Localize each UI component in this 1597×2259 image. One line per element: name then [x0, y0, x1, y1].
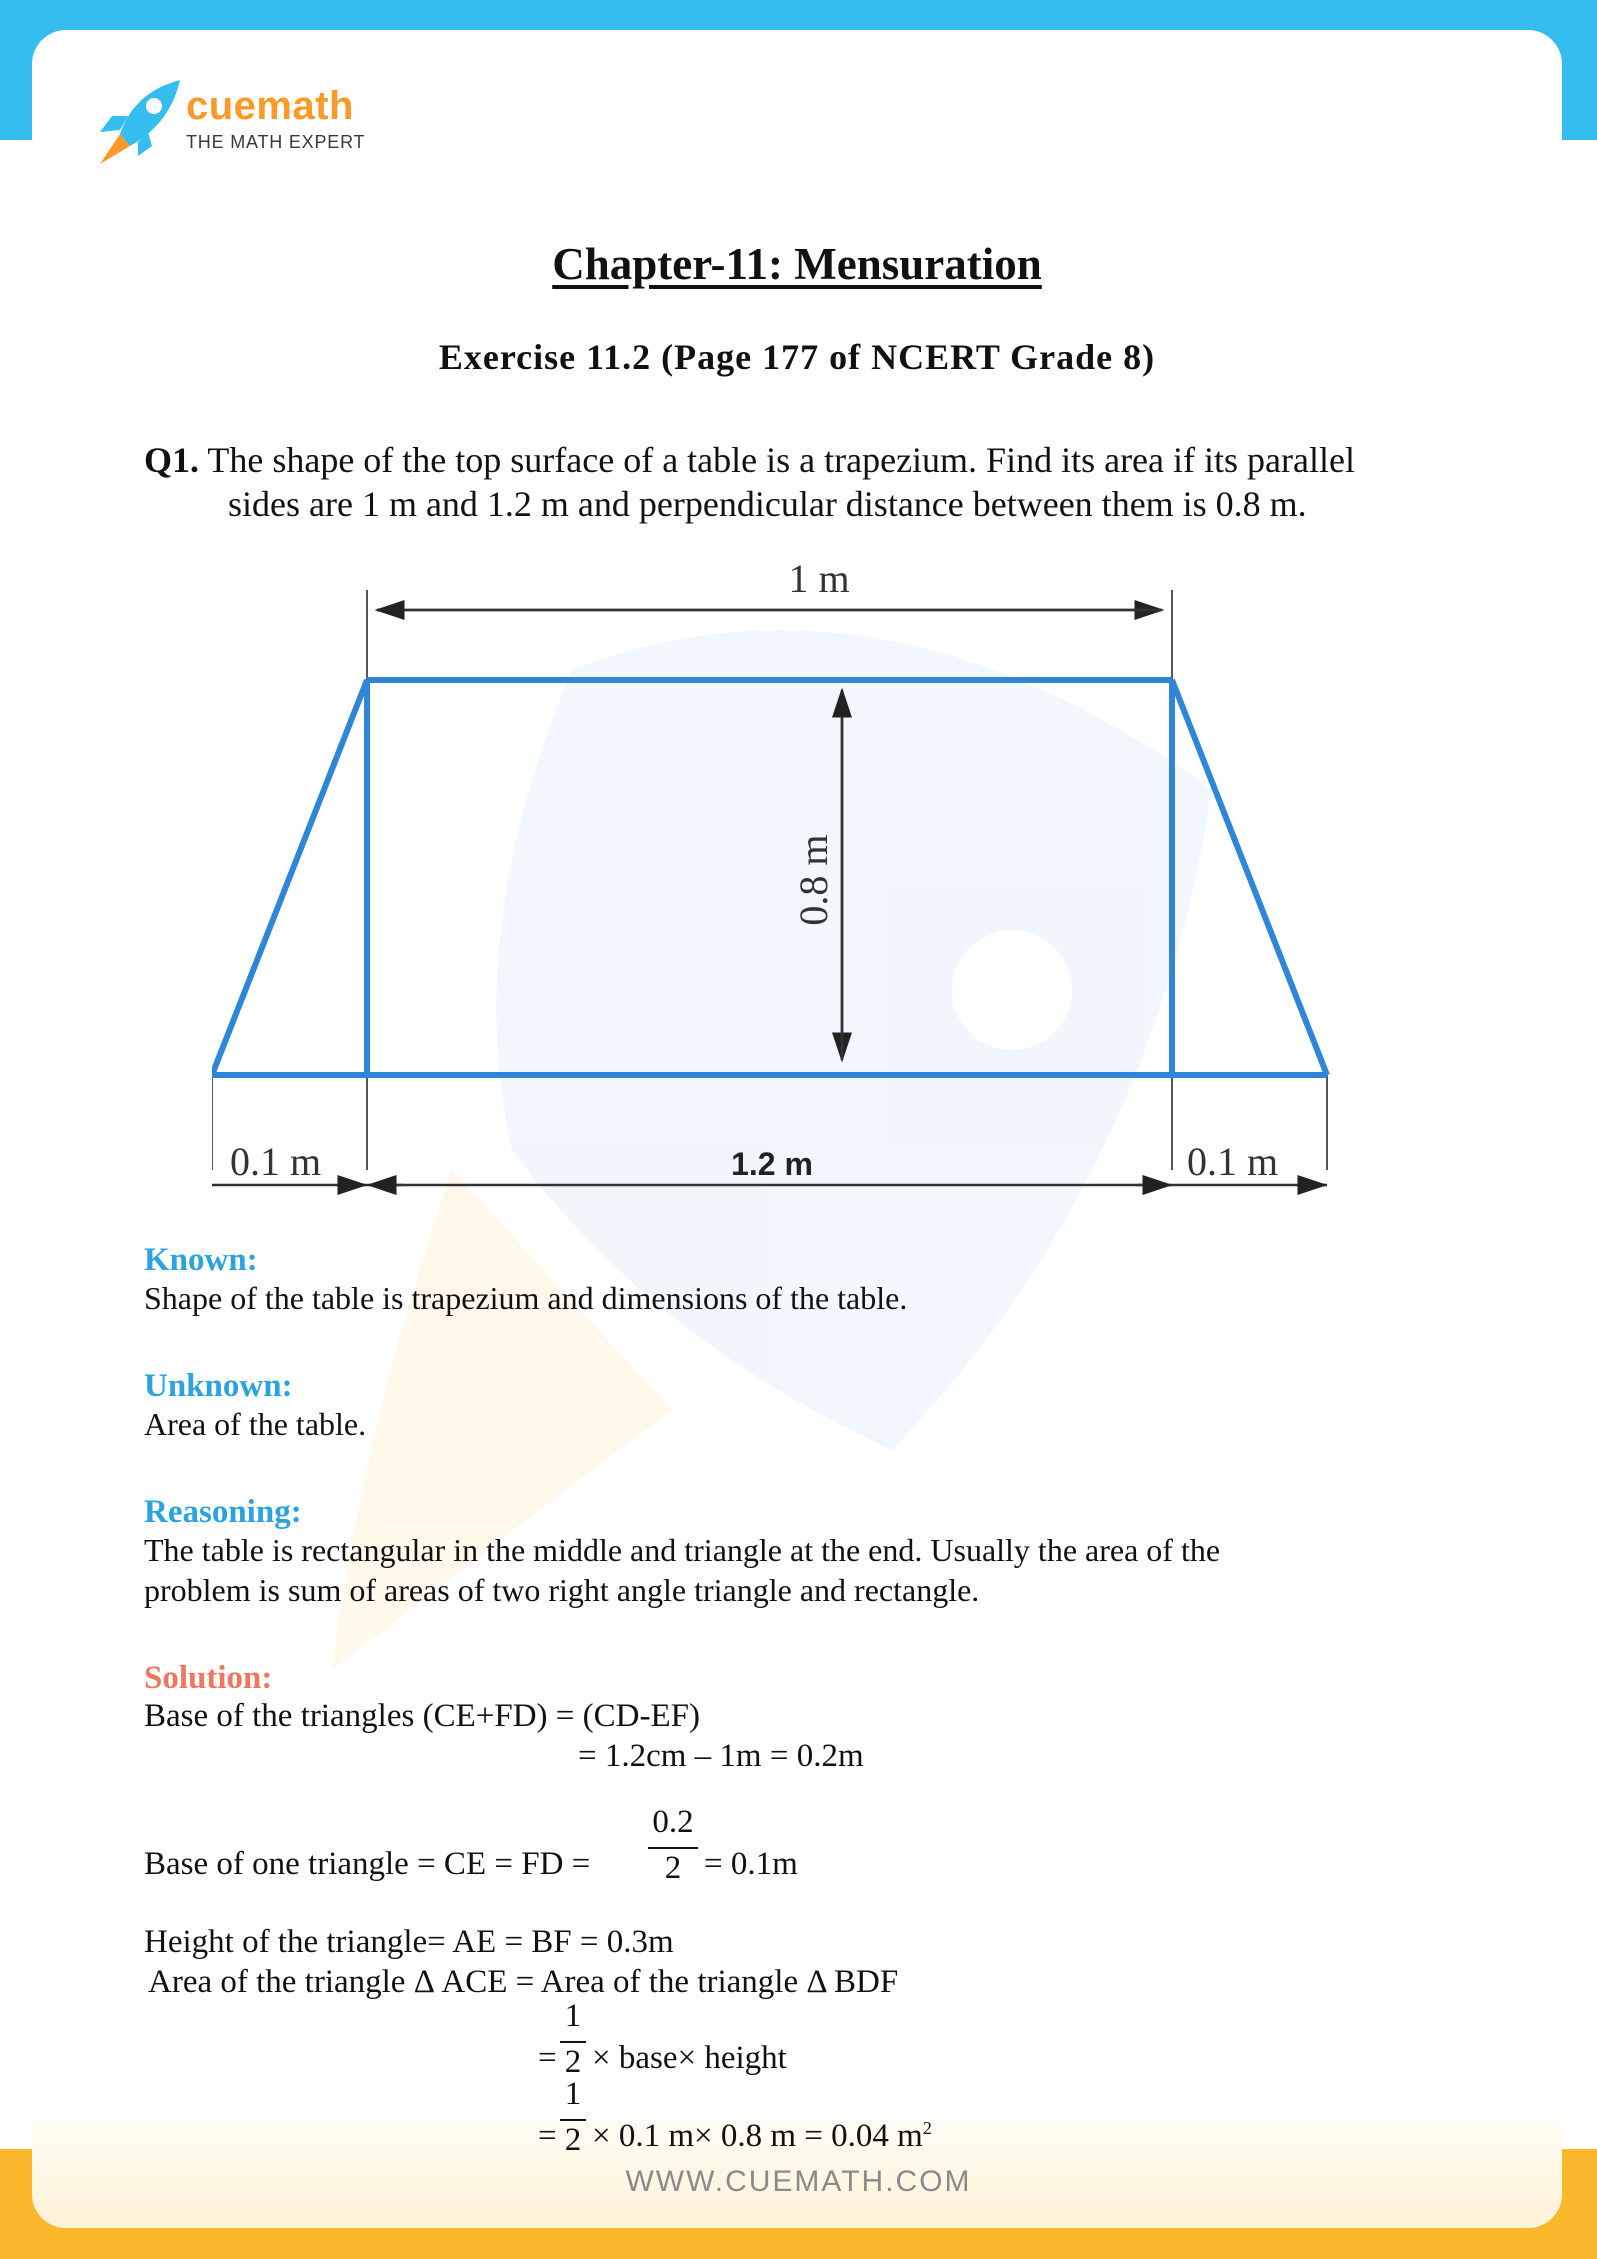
reasoning-heading: Reasoning:	[144, 1494, 302, 1530]
area-of-triangle-line: Area of the triangle Δ ACE = Area of the triangle Δ BDF	[148, 1964, 899, 2000]
eq1-equals: =	[538, 2040, 557, 2076]
page-card	[32, 30, 1562, 2228]
brand-name: cuemath	[186, 84, 354, 128]
trapezium-shape	[212, 680, 1327, 1075]
left-offset-label: 0.1 m	[230, 1139, 322, 1184]
chapter-title: Chapter-11: Mensuration	[552, 239, 1042, 289]
question-text	[144, 438, 1474, 482]
eq1-fraction-bar	[560, 2041, 586, 2043]
eq2-numerator: 1	[564, 2076, 582, 2112]
question-label: Q1.	[144, 440, 200, 480]
reasoning-line-2: problem is sum of areas of two right angle triangle and rectangle.	[144, 1572, 980, 1608]
solution-heading: Solution:	[144, 1660, 273, 1696]
top-length-label: 1 m	[788, 556, 850, 601]
eq1-numerator: 1	[564, 1998, 582, 2034]
question-line-1: The shape of the top surface of a table is a trapezium. Find its area if its parallel	[207, 440, 1355, 480]
known-text: Shape of the table is trapezium and dimensions of the table.	[144, 1280, 908, 1316]
eq2-denominator: 2	[564, 2122, 582, 2158]
eq2-expression: × 0.1 m× 0.8 m = 0.04 m	[592, 2118, 923, 2154]
eq2-equals: =	[538, 2118, 557, 2154]
one-triangle-numerator: 0.2	[652, 1804, 694, 1840]
exercise-subtitle: Exercise 11.2 (Page 177 of NCERT Grade 8)	[438, 337, 1156, 377]
eq2-rest	[592, 2118, 932, 2155]
one-triangle-result: = 0.1m	[704, 1846, 798, 1882]
one-triangle-denominator: 2	[664, 1850, 682, 1886]
unknown-text: Area of the table.	[144, 1406, 367, 1442]
brand-tagline: THE MATH EXPERT	[186, 132, 366, 152]
unknown-heading: Unknown:	[144, 1368, 293, 1404]
right-slant-edge	[1172, 680, 1327, 1075]
left-slant-edge	[212, 680, 367, 1075]
solution-base-line-1: Base of the triangles (CE+FD) = (CD-EF)	[144, 1698, 700, 1734]
reasoning-line-1: The table is rectangular in the middle and triangle at the end. Usually the area of the	[144, 1532, 1221, 1568]
one-triangle-fraction-bar	[648, 1847, 698, 1849]
eq2-fraction-bar	[560, 2119, 586, 2121]
cuemath-rocket-logo-icon	[90, 76, 186, 166]
bottom-length-label: 1.2 m	[731, 1146, 813, 1182]
footer-url[interactable]: WWW.CUEMATH.COM	[625, 2165, 972, 2198]
one-triangle-prefix: Base of one triangle = CE = FD =	[144, 1846, 591, 1882]
right-offset-label: 0.1 m	[1187, 1139, 1279, 1184]
question-line-2: sides are 1 m and 1.2 m and perpendicular distance between them is 0.8 m.	[228, 484, 1307, 524]
known-heading: Known:	[144, 1242, 258, 1278]
eq1-denominator: 2	[564, 2044, 582, 2080]
eq1-rest: × base× height	[592, 2040, 787, 2076]
trapezium-figure	[212, 530, 1392, 1230]
solution-base-line-2: = 1.2cm – 1m = 0.2m	[578, 1738, 864, 1774]
height-label: 0.8 m	[791, 834, 836, 926]
height-of-triangle-line: Height of the triangle= AE = BF = 0.3m	[144, 1924, 674, 1960]
eq2-exponent: 2	[922, 2118, 932, 2138]
